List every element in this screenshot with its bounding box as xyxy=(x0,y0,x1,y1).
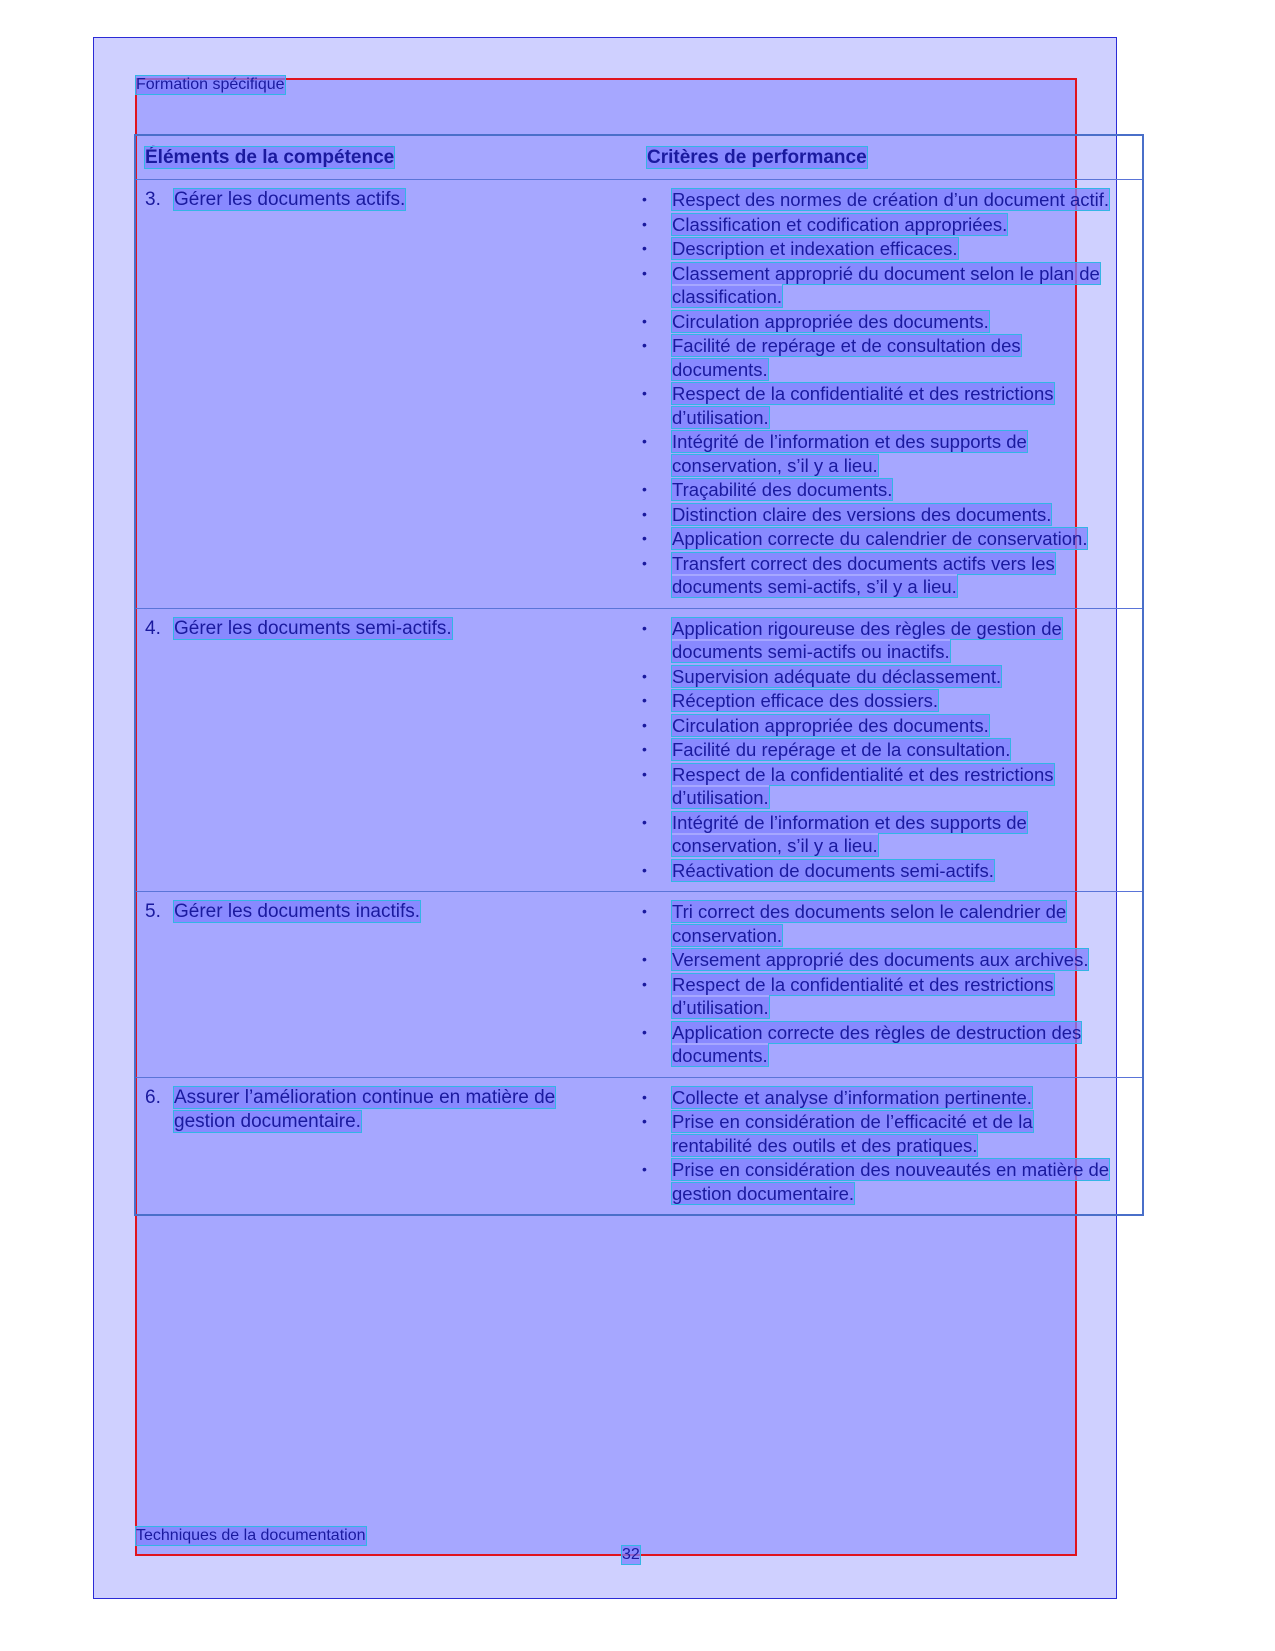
bullet-icon: • xyxy=(642,667,647,684)
bullet-icon: • xyxy=(642,1113,647,1129)
criterion-item xyxy=(638,478,1142,502)
criterion-item xyxy=(638,503,1142,527)
bullet-icon: • xyxy=(642,191,647,207)
competence-element xyxy=(145,617,638,641)
column-header-elements-label: Éléments de la compétence xyxy=(145,146,395,168)
criterion-item xyxy=(638,973,1142,1020)
bullet-icon: • xyxy=(642,619,647,636)
criterion-text: Prise en considération des nouveautés en matière de gestion documentaire. xyxy=(672,1159,1110,1204)
criterion-text: Classification et codification appropriées. xyxy=(672,213,1008,235)
criterion-text: Versement approprié des documents aux archives. xyxy=(672,949,1089,970)
element-text: Gérer les documents inactifs. xyxy=(174,901,421,922)
criterion-item xyxy=(638,527,1142,551)
bullet-icon: • xyxy=(642,951,647,967)
performance-criteria-cell xyxy=(638,617,1142,884)
table-body xyxy=(136,180,1142,1214)
criterion-item xyxy=(638,738,1142,762)
criterion-item xyxy=(638,1158,1142,1205)
criterion-item xyxy=(638,811,1142,858)
criterion-item xyxy=(638,948,1142,972)
criterion-item xyxy=(638,213,1142,237)
criterion-item xyxy=(638,1110,1142,1157)
criterion-text: Transfert correct des documents actifs vers les documents semi-actifs, s’il y a lieu. xyxy=(672,552,1055,597)
criterion-text: Distinction claire des versions des documents. xyxy=(672,503,1052,525)
criterion-item xyxy=(638,689,1142,713)
criterion-item xyxy=(638,665,1142,689)
criterion-text: Circulation appropriée des documents. xyxy=(672,714,989,736)
competence-element xyxy=(145,900,638,924)
column-header-criteria-label: Critères de performance xyxy=(647,146,867,168)
criterion-text: Intégrité de l’information et des supports de conservation, s’il y a lieu. xyxy=(672,431,1027,476)
criterion-item xyxy=(638,262,1142,309)
page-number: 32 xyxy=(622,1546,640,1563)
competence-element-cell xyxy=(136,1086,638,1207)
table-row xyxy=(136,1078,1142,1215)
bullet-icon: • xyxy=(642,385,647,401)
criterion-item xyxy=(638,617,1142,664)
competence-element xyxy=(145,1086,638,1134)
bullet-icon: • xyxy=(642,716,647,733)
bullet-icon: • xyxy=(642,240,647,256)
criterion-text: Facilité de repérage et de consultation des documents. xyxy=(672,335,1021,380)
criterion-text: Prise en considération de l’efficacité et de la rentabilité des outils et des pratiques. xyxy=(672,1111,1033,1156)
criterion-text: Description et indexation efficaces. xyxy=(672,238,958,259)
criterion-item xyxy=(638,859,1142,883)
criterion-item xyxy=(638,382,1142,429)
criterion-text: Classement approprié du document selon le plan de classification. xyxy=(672,262,1100,307)
bullet-icon: • xyxy=(642,975,647,992)
criterion-text: Application correcte des règles de destruction des documents. xyxy=(672,1021,1082,1066)
competence-element-cell xyxy=(136,617,638,884)
bullet-icon: • xyxy=(642,741,647,757)
running-footer: Techniques de la documentation xyxy=(136,1527,366,1544)
bullet-icon: • xyxy=(642,312,647,329)
criterion-item xyxy=(638,310,1142,334)
bullet-icon: • xyxy=(642,1161,647,1177)
criterion-text: Réception efficace des dossiers. xyxy=(672,690,939,711)
criterion-item xyxy=(638,1086,1142,1110)
competence-element-cell xyxy=(136,188,638,600)
bullet-icon: • xyxy=(642,813,647,830)
bullet-icon: • xyxy=(642,765,647,782)
competence-element-cell xyxy=(136,900,638,1069)
criterion-text: Respect de la confidentialité et des restrictions d’utilisation. xyxy=(672,383,1054,428)
bullet-icon: • xyxy=(642,264,647,281)
criterion-item xyxy=(638,1021,1142,1068)
criterion-text: Collecte et analyse d’information pertinente. xyxy=(672,1086,1032,1108)
running-header: Formation spécifique xyxy=(136,76,285,93)
criterion-item xyxy=(638,237,1142,261)
bullet-icon: • xyxy=(642,554,647,571)
bullet-icon: • xyxy=(642,692,647,708)
element-number: 3. xyxy=(145,189,161,210)
bullet-icon: • xyxy=(642,1088,647,1105)
bullet-icon: • xyxy=(642,903,647,919)
competence-table xyxy=(134,134,1144,1216)
criterion-item xyxy=(638,334,1142,381)
criterion-text: Intégrité de l’information et des supports de conservation, s’il y a lieu. xyxy=(672,811,1027,856)
bullet-icon: • xyxy=(642,861,647,878)
criterion-item xyxy=(638,188,1142,212)
column-header-elements xyxy=(145,147,637,169)
bullet-icon: • xyxy=(642,481,647,497)
criterion-text: Respect de la confidentialité et des restrictions d’utilisation. xyxy=(672,763,1054,808)
criterion-item xyxy=(638,714,1142,738)
bullet-icon: • xyxy=(642,337,647,353)
element-text: Gérer les documents actifs. xyxy=(174,189,406,210)
column-header-criteria xyxy=(647,147,867,169)
competence-element xyxy=(145,188,638,212)
criterion-item xyxy=(638,763,1142,810)
performance-criteria-cell xyxy=(638,1086,1142,1207)
element-number: 5. xyxy=(145,901,161,922)
criterion-text: Traçabilité des documents. xyxy=(672,479,893,500)
criterion-text: Circulation appropriée des documents. xyxy=(672,310,989,332)
element-number: 6. xyxy=(145,1086,161,1108)
criterion-item xyxy=(638,430,1142,477)
performance-criteria-cell xyxy=(638,900,1142,1069)
bullet-icon: • xyxy=(642,433,647,449)
table-row xyxy=(136,609,1142,893)
criterion-text: Application rigoureuse des règles de gestion de documents semi-actifs ou inactifs. xyxy=(672,617,1062,662)
bullet-icon: • xyxy=(642,505,647,522)
criterion-text: Tri correct des documents selon le calendrier de conservation. xyxy=(672,901,1067,946)
criterion-item xyxy=(638,552,1142,599)
table-row xyxy=(136,892,1142,1078)
performance-criteria-cell xyxy=(638,188,1142,600)
criterion-text: Application correcte du calendrier de conservation. xyxy=(672,528,1088,549)
bullet-icon: • xyxy=(642,1023,647,1040)
element-text: Assurer l’amélioration continue en matière de gestion documentaire. xyxy=(174,1086,556,1132)
table-row xyxy=(136,180,1142,609)
element-text: Gérer les documents semi-actifs. xyxy=(174,617,452,639)
criterion-text: Facilité du repérage et de la consultation. xyxy=(672,739,1011,760)
bullet-icon: • xyxy=(642,530,647,546)
bullet-icon: • xyxy=(642,215,647,232)
table-header-row xyxy=(136,136,1142,180)
criterion-text: Supervision adéquate du déclassement. xyxy=(672,665,1002,687)
element-number: 4. xyxy=(145,617,161,639)
criterion-text: Respect de la confidentialité et des restrictions d’utilisation. xyxy=(672,973,1054,1018)
criterion-text: Respect des normes de création d’un document actif. xyxy=(672,189,1110,210)
criterion-item xyxy=(638,900,1142,947)
criterion-text: Réactivation de documents semi-actifs. xyxy=(672,859,994,881)
